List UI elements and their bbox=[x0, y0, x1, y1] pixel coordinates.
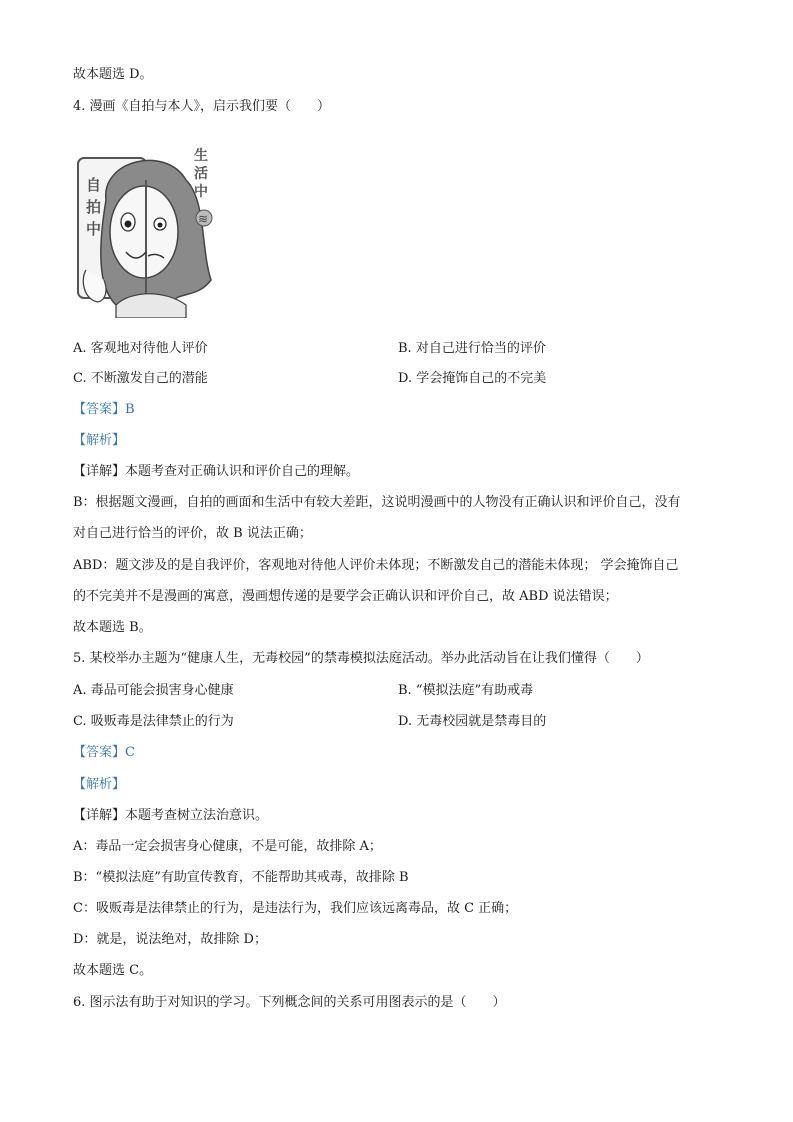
q5-explain-b: B：“模拟法庭”有助宣传教育，不能帮助其戒毒，故排除 B bbox=[73, 870, 409, 885]
q4-explain-b-line1: B：根据题文漫画，自拍的画面和生活中有较大差距，这说明漫画中的人物没有正确认识和评价自己，没有 bbox=[73, 495, 681, 510]
face bbox=[110, 186, 178, 278]
q5-detail: 【详解】本题考查树立法治意识。 bbox=[73, 808, 269, 823]
q4-option-d: D. 学会掩饰自己的不完美 bbox=[398, 371, 547, 386]
q4-explain-abd-line2: 的不完美并不是漫画的寓意，漫画想传递的是要学会正确认识和评价自己，故 ABD 说法错误； bbox=[73, 589, 618, 604]
label-life-3: 中 bbox=[194, 184, 208, 200]
q4-option-b: B. 对自己进行恰当的评价 bbox=[398, 341, 546, 356]
label-selfie-1: 自 bbox=[86, 176, 102, 194]
q5-option-a: A. 毒品可能会损害身心健康 bbox=[73, 683, 234, 698]
svg-text:≋: ≋ bbox=[198, 212, 209, 226]
q5-option-b: B. “模拟法庭”有助戒毒 bbox=[398, 683, 534, 698]
q4-conclusion: 故本题选 B。 bbox=[73, 620, 152, 635]
q3-conclusion: 故本题选 D。 bbox=[73, 67, 153, 82]
q5-answer: 【答案】C bbox=[73, 745, 135, 760]
label-selfie-3: 中 bbox=[86, 220, 102, 238]
label-life-1: 生 bbox=[194, 148, 208, 164]
q4-analysis: 【解析】 bbox=[73, 433, 126, 448]
q4-explain-abd-line1: ABD：题文涉及的是自我评价，客观地对待他人评价未体现；不断激发自己的潜能未体现； 学会掩饰自己 bbox=[73, 558, 679, 573]
question-6: 6. 图示法有助于对知识的学习。下列概念间的关系可用图表示的是（ ） bbox=[73, 995, 506, 1010]
question-5: 5. 某校举办主题为“健康人生，无毒校园”的禁毒模拟法庭活动。举办此活动旨在让我们懂得（ ） bbox=[73, 651, 649, 666]
q4-option-c: C. 不断激发自己的潜能 bbox=[73, 371, 208, 386]
q5-option-d: D. 无毒校园就是禁毒目的 bbox=[398, 714, 547, 729]
q5-explain-a: A：毒品一定会损害身心健康，不是可能，故排除 A； bbox=[73, 839, 382, 854]
q5-option-c: C. 吸贩毒是法律禁止的行为 bbox=[73, 714, 234, 729]
label-life-2: 活 bbox=[194, 166, 208, 182]
q4-explain-b-line2: 对自己进行恰当的评价，故 B 说法正确； bbox=[73, 526, 312, 541]
q5-explain-c: C：吸贩毒是法律禁止的行为，是违法行为，我们应该远离毒品，故 C 正确； bbox=[73, 901, 518, 916]
q4-answer: 【答案】B bbox=[73, 402, 135, 417]
q5-analysis: 【解析】 bbox=[73, 777, 126, 792]
q5-explain-d: D：就是，说法绝对，故排除 D； bbox=[73, 932, 267, 947]
q5-conclusion: 故本题选 C。 bbox=[73, 963, 153, 978]
question-4: 4. 漫画《自拍与本人》，启示我们要（ ） bbox=[73, 99, 331, 114]
q4-detail: 【详解】本题考查对正确认识和评价自己的理解。 bbox=[73, 464, 360, 479]
q4-option-a: A. 客观地对待他人评价 bbox=[73, 341, 208, 356]
label-selfie-2: 拍 bbox=[86, 198, 102, 216]
selfie-comic-image bbox=[76, 140, 221, 318]
